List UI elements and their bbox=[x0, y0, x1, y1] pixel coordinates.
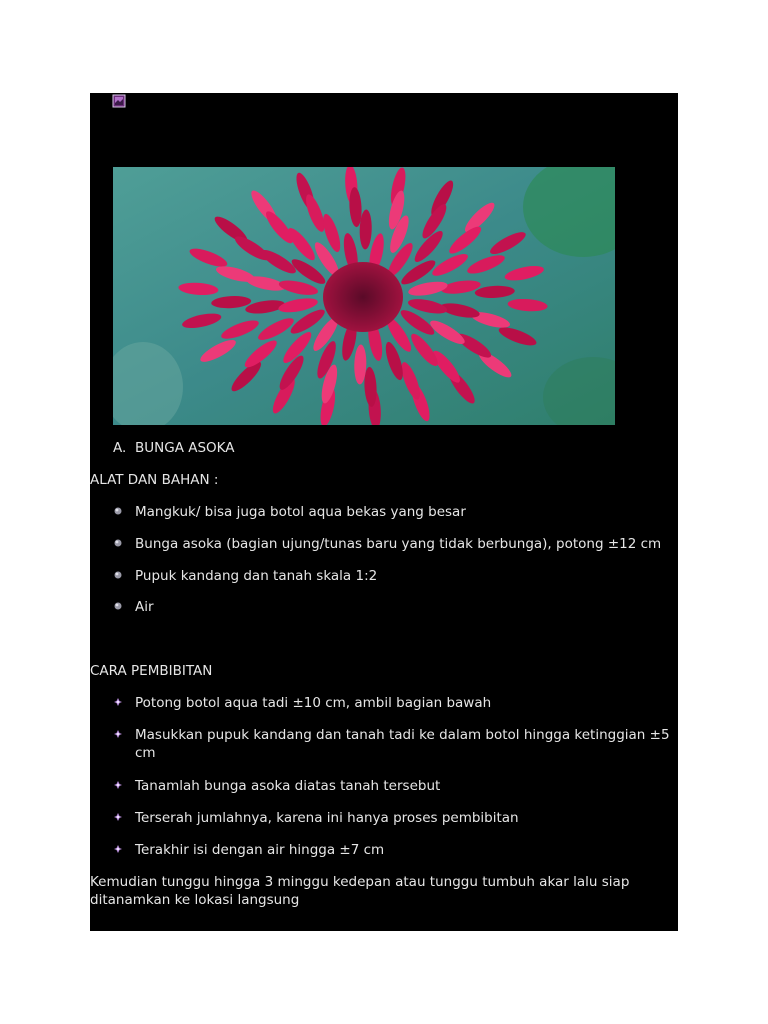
list-item bbox=[135, 726, 675, 762]
flower-bullet-icon bbox=[113, 697, 123, 707]
list-item-text: Mangkuk/ bisa juga botol aqua bekas yang besar bbox=[135, 504, 466, 520]
list-item bbox=[135, 841, 675, 859]
list-item bbox=[135, 809, 675, 827]
list-item-text: Terakhir isi dengan air hingga ±7 cm bbox=[135, 842, 385, 858]
list-item bbox=[135, 598, 675, 616]
method-heading: CARA PEMBIBITAN bbox=[90, 663, 213, 679]
flower-photo bbox=[113, 167, 615, 425]
list-item-text: Potong botol aqua tadi ±10 cm, ambil bagian bawah bbox=[135, 695, 492, 711]
list-item bbox=[135, 777, 675, 795]
list-item-text: Pupuk kandang dan tanah skala 1:2 bbox=[135, 568, 378, 584]
flower-bullet-icon bbox=[113, 844, 123, 854]
list-item bbox=[135, 503, 675, 521]
list-item-text: Bunga asoka (bagian ujung/tunas baru yang tidak berbunga), potong ±12 cm bbox=[135, 536, 662, 552]
broken-image-icon bbox=[112, 94, 126, 108]
document-page bbox=[90, 93, 678, 931]
flower-bullet-icon bbox=[113, 729, 123, 739]
flower-bullet-icon bbox=[113, 812, 123, 822]
list-item bbox=[135, 535, 675, 553]
section-title bbox=[113, 439, 235, 457]
list-item-text: Tanamlah bunga asoka diatas tanah tersebut bbox=[135, 778, 441, 794]
flower-bullet-icon bbox=[113, 601, 123, 611]
closing-paragraph: Kemudian tunggu hingga 3 minggu kedepan atau tunggu tumbuh akar lalu siap ditanamkan ke lokasi langsung bbox=[90, 874, 630, 908]
list-item-text: Air bbox=[135, 599, 154, 615]
list-item-text: Masukkan pupuk kandang dan tanah tadi ke dalam botol hingga ketinggian ±5 cm bbox=[135, 727, 670, 761]
flower-bullet-icon bbox=[113, 570, 123, 580]
flower-bullet-icon bbox=[113, 780, 123, 790]
list-item-text: Terserah jumlahnya, karena ini hanya proses pembibitan bbox=[135, 810, 519, 826]
tools-heading: ALAT DAN BAHAN : bbox=[90, 472, 219, 488]
list-item bbox=[135, 567, 675, 585]
section-number: A. bbox=[113, 440, 127, 456]
flower-bullet-icon bbox=[113, 538, 123, 548]
section-title-text: BUNGA ASOKA bbox=[135, 440, 235, 456]
list-item bbox=[135, 694, 675, 712]
flower-bullet-icon bbox=[113, 506, 123, 516]
